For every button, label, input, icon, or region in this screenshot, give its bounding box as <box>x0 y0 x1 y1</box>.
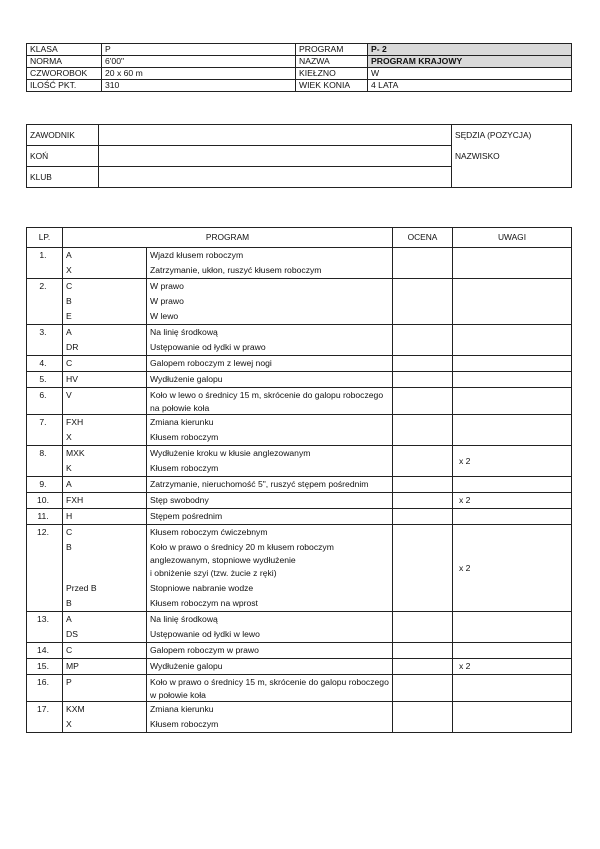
movement-text: Kłusem roboczym ćwiczebnym <box>150 527 268 537</box>
arena-letter: DS <box>66 629 78 639</box>
arena-letter: A <box>66 479 72 489</box>
coefficient-text: x 2 <box>459 562 471 573</box>
movement-text: anglezowanym, stopniowe wydłużenie <box>150 555 296 565</box>
movement-description <box>147 388 393 415</box>
remarks-cell[interactable] <box>453 446 572 477</box>
arena-letter: C <box>66 645 73 655</box>
rider-row <box>27 146 572 167</box>
program-value: P- 2 <box>368 44 572 56</box>
remarks-cell[interactable] <box>453 659 572 675</box>
score-cell[interactable] <box>393 643 453 659</box>
remarks-cell[interactable] <box>453 388 572 415</box>
movement-description <box>147 493 393 509</box>
movement-number-text: 6. <box>39 390 47 400</box>
movement-number <box>27 279 63 325</box>
movement-number <box>27 446 63 477</box>
remarks-cell[interactable] <box>453 372 572 388</box>
score-cell[interactable] <box>393 415 453 446</box>
movement-row <box>27 325 572 356</box>
czworobok-label: CZWOROBOK <box>27 68 102 80</box>
movement-description <box>147 248 393 279</box>
movement-text: Kłusem roboczym <box>150 463 219 473</box>
movement-letters <box>63 415 147 446</box>
movement-text: Zmiana kierunku <box>150 704 214 714</box>
movement-text: Ustępowanie od łydki w lewo <box>150 629 260 639</box>
movement-description <box>147 702 393 733</box>
movement-text: Galopem roboczym z lewej nogi <box>150 358 272 368</box>
coefficient-text: x 2 <box>459 455 471 466</box>
movement-number-text: 5. <box>39 374 47 384</box>
movement-row <box>27 493 572 509</box>
header-row <box>27 56 572 68</box>
movement-number-text: 14. <box>37 645 49 655</box>
remarks-cell[interactable] <box>453 325 572 356</box>
movement-number-text: 7. <box>39 417 47 427</box>
movement-text: w połowie koła <box>150 690 206 700</box>
col-lp: LP. <box>27 228 63 248</box>
arena-letter: A <box>66 250 72 260</box>
arena-letter: MXK <box>66 448 85 458</box>
col-program: PROGRAM <box>63 228 393 248</box>
movement-row <box>27 446 572 477</box>
arena-letter: Przed B <box>66 583 97 593</box>
movement-text: i obniżenie szyi (tzw. żucie z ręki) <box>150 568 277 578</box>
movements-body <box>27 248 572 733</box>
movement-text: Galopem roboczym w prawo <box>150 645 259 655</box>
remarks-cell[interactable] <box>453 356 572 372</box>
movement-text: W prawo <box>150 281 184 291</box>
movement-number <box>27 325 63 356</box>
arena-letter <box>66 555 143 566</box>
arena-letter <box>66 403 143 414</box>
kon-field[interactable] <box>99 146 452 167</box>
movement-number-text: 15. <box>37 661 49 671</box>
movement-letters <box>63 659 147 675</box>
arena-letter: C <box>66 358 73 368</box>
movement-number-text: 13. <box>37 614 49 624</box>
norma-label: NORMA <box>27 56 102 68</box>
movement-number <box>27 509 63 525</box>
movement-letters <box>63 493 147 509</box>
arena-letter: H <box>66 511 73 521</box>
score-cell[interactable] <box>393 509 453 525</box>
header-row <box>27 44 572 56</box>
movement-number-text: 1. <box>39 250 47 260</box>
movement-text: Koło w prawo o średnicy 20 m kłusem roboczym <box>150 542 334 552</box>
movement-letters <box>63 325 147 356</box>
movement-text: Kłusem roboczym na wprost <box>150 598 258 608</box>
header-row <box>27 80 572 92</box>
arena-letter: FXH <box>66 417 84 427</box>
movement-text: W lewo <box>150 311 179 321</box>
norma-value: 6'00" <box>102 56 296 68</box>
coefficient-text: x 2 <box>459 495 471 505</box>
arena-letter: B <box>66 296 72 306</box>
movement-number <box>27 477 63 493</box>
rider-row <box>27 125 572 146</box>
movement-description <box>147 509 393 525</box>
movement-row <box>27 675 572 702</box>
score-cell[interactable] <box>393 525 453 612</box>
remarks-cell[interactable] <box>453 279 572 325</box>
movement-description <box>147 356 393 372</box>
remarks-cell[interactable] <box>453 643 572 659</box>
movement-text: Koło w prawo o średnicy 15 m, skrócenie do galopu roboczego <box>150 677 389 687</box>
wiek-label: WIEK KONIA <box>296 80 368 92</box>
movement-letters <box>63 612 147 643</box>
arena-letter: A <box>66 327 72 337</box>
program-label: PROGRAM <box>296 44 368 56</box>
arena-letter: DR <box>66 342 79 352</box>
movement-text: Zatrzymanie, nieruchomość 5", ruszyć stępem pośrednim <box>150 479 369 489</box>
arena-letter: X <box>66 432 72 442</box>
arena-letter: A <box>66 614 72 624</box>
movement-text: Zmiana kierunku <box>150 417 214 427</box>
movement-row <box>27 702 572 733</box>
movement-number <box>27 612 63 643</box>
movement-text: Wydłużenie kroku w kłusie anglezowanym <box>150 448 311 458</box>
movement-number <box>27 702 63 733</box>
ilosc-value: 310 <box>102 80 296 92</box>
movement-text: Wjazd kłusem roboczym <box>150 250 244 260</box>
arena-letter <box>66 690 143 701</box>
remarks-cell[interactable] <box>453 675 572 702</box>
movement-description <box>147 415 393 446</box>
movement-text: Wydłużenie galopu <box>150 374 223 384</box>
movement-description <box>147 612 393 643</box>
movement-text: Koło w lewo o średnicy 15 m, skrócenie do galopu roboczego <box>150 390 384 400</box>
score-cell[interactable] <box>393 446 453 477</box>
movements-table <box>26 227 572 733</box>
movement-text: Stępem pośrednim <box>150 511 223 521</box>
arena-letter: KXM <box>66 704 85 714</box>
score-cell[interactable] <box>393 388 453 415</box>
movement-text: Kłusem roboczym <box>150 432 219 442</box>
movement-number <box>27 659 63 675</box>
movement-number <box>27 248 63 279</box>
movement-text: W prawo <box>150 296 184 306</box>
movement-number-text: 2. <box>39 281 47 291</box>
movement-letters <box>63 643 147 659</box>
movement-number <box>27 675 63 702</box>
movement-description <box>147 372 393 388</box>
movement-number <box>27 356 63 372</box>
movement-number <box>27 525 63 612</box>
movement-letters <box>63 477 147 493</box>
remarks-cell[interactable] <box>453 702 572 733</box>
arena-letter: X <box>66 719 72 729</box>
test-header-table <box>26 43 572 92</box>
remarks-cell[interactable] <box>453 612 572 643</box>
score-cell[interactable] <box>393 493 453 509</box>
klub-label: KLUB <box>27 167 99 188</box>
arena-letter: V <box>66 390 72 400</box>
movement-row <box>27 525 572 612</box>
score-cell[interactable] <box>393 248 453 279</box>
movement-description <box>147 477 393 493</box>
wiek-value: 4 LATA <box>368 80 572 92</box>
kielzno-value: W <box>368 68 572 80</box>
arena-letter: FXH <box>66 495 84 505</box>
remarks-cell[interactable] <box>453 509 572 525</box>
movement-letters <box>63 525 147 612</box>
score-cell[interactable] <box>393 477 453 493</box>
score-cell[interactable] <box>393 372 453 388</box>
movement-row <box>27 612 572 643</box>
movement-letters <box>63 702 147 733</box>
arena-letter: K <box>66 463 72 473</box>
movement-text: Kłusem roboczym <box>150 719 219 729</box>
movement-description <box>147 525 393 612</box>
movement-letters <box>63 509 147 525</box>
movement-number <box>27 372 63 388</box>
nazwa-value: PROGRAM KRAJOWY <box>368 56 572 68</box>
movement-number <box>27 388 63 415</box>
movement-description <box>147 325 393 356</box>
czworobok-value: 20 x 60 m <box>102 68 296 80</box>
movement-row <box>27 477 572 493</box>
movement-text: Wydłużenie galopu <box>150 661 223 671</box>
remarks-cell[interactable] <box>453 477 572 493</box>
score-cell[interactable] <box>393 702 453 733</box>
zawodnik-field[interactable] <box>99 125 452 146</box>
movement-text: Stopniowe nabranie wodze <box>150 583 254 593</box>
zawodnik-label: ZAWODNIK <box>27 125 99 146</box>
movement-row <box>27 356 572 372</box>
movement-text: Stęp swobodny <box>150 495 209 505</box>
movements-header-row <box>27 228 572 248</box>
col-uwagi: UWAGI <box>453 228 572 248</box>
kielzno-label: KIEŁZNO <box>296 68 368 80</box>
arena-letter: B <box>66 542 72 552</box>
score-cell[interactable] <box>393 675 453 702</box>
movement-letters <box>63 248 147 279</box>
movement-letters <box>63 388 147 415</box>
klub-field[interactable] <box>99 167 452 188</box>
movement-description <box>147 279 393 325</box>
movement-row <box>27 388 572 415</box>
movement-number-text: 8. <box>39 448 47 458</box>
movement-row <box>27 372 572 388</box>
arena-letter: MP <box>66 661 79 671</box>
score-cell[interactable] <box>393 325 453 356</box>
movement-letters <box>63 372 147 388</box>
movement-letters <box>63 356 147 372</box>
remarks-cell[interactable] <box>453 248 572 279</box>
remarks-cell[interactable] <box>453 493 572 509</box>
movement-text: Na linię środkową <box>150 327 218 337</box>
movement-number-text: 10. <box>37 495 49 505</box>
movement-description <box>147 446 393 477</box>
klasa-label: KLASA <box>27 44 102 56</box>
movement-row <box>27 279 572 325</box>
sedzia-label: SĘDZIA (POZYCJA) <box>452 125 572 146</box>
arena-letter: P <box>66 677 72 687</box>
remarks-cell[interactable] <box>453 525 572 612</box>
arena-letter: E <box>66 311 72 321</box>
arena-letter: C <box>66 527 73 537</box>
movement-number <box>27 643 63 659</box>
arena-letter: B <box>66 598 72 608</box>
movement-number <box>27 415 63 446</box>
score-cell[interactable] <box>393 612 453 643</box>
movement-number-text: 3. <box>39 327 47 337</box>
arena-letter: HV <box>66 374 78 384</box>
nazwisko-label: NAZWISKO <box>452 146 572 188</box>
klasa-value: P <box>102 44 296 56</box>
coefficient-text: x 2 <box>459 661 471 671</box>
movement-letters <box>63 279 147 325</box>
score-cell[interactable] <box>393 279 453 325</box>
score-cell[interactable] <box>393 659 453 675</box>
arena-letter: C <box>66 281 73 291</box>
movement-row <box>27 659 572 675</box>
kon-label: KOŃ <box>27 146 99 167</box>
movement-description <box>147 643 393 659</box>
arena-letter <box>66 566 143 581</box>
movement-text: Na linię środkową <box>150 614 218 624</box>
movement-letters <box>63 446 147 477</box>
remarks-cell[interactable] <box>453 415 572 446</box>
movement-number-text: 11. <box>37 511 49 521</box>
movement-number-text: 9. <box>39 479 47 489</box>
movement-text: na połowie koła <box>150 403 210 413</box>
movement-description <box>147 659 393 675</box>
movement-number-text: 4. <box>39 358 47 368</box>
movement-number-text: 17. <box>37 704 49 714</box>
nazwa-label: NAZWA <box>296 56 368 68</box>
movement-number <box>27 493 63 509</box>
movement-row <box>27 509 572 525</box>
movement-number-text: 16. <box>37 677 49 687</box>
movement-number-text: 12. <box>37 527 49 537</box>
movement-row <box>27 248 572 279</box>
ilosc-label: ILOŚĆ PKT. <box>27 80 102 92</box>
movement-row <box>27 643 572 659</box>
col-ocena: OCENA <box>393 228 453 248</box>
rider-info-table <box>26 124 572 188</box>
movement-description <box>147 675 393 702</box>
header-row <box>27 68 572 80</box>
movement-text: Zatrzymanie, ukłon, ruszyć kłusem roboczym <box>150 265 322 275</box>
movement-text: Ustępowanie od łydki w prawo <box>150 342 266 352</box>
movement-letters <box>63 675 147 702</box>
movement-row <box>27 415 572 446</box>
arena-letter: X <box>66 265 72 275</box>
score-cell[interactable] <box>393 356 453 372</box>
